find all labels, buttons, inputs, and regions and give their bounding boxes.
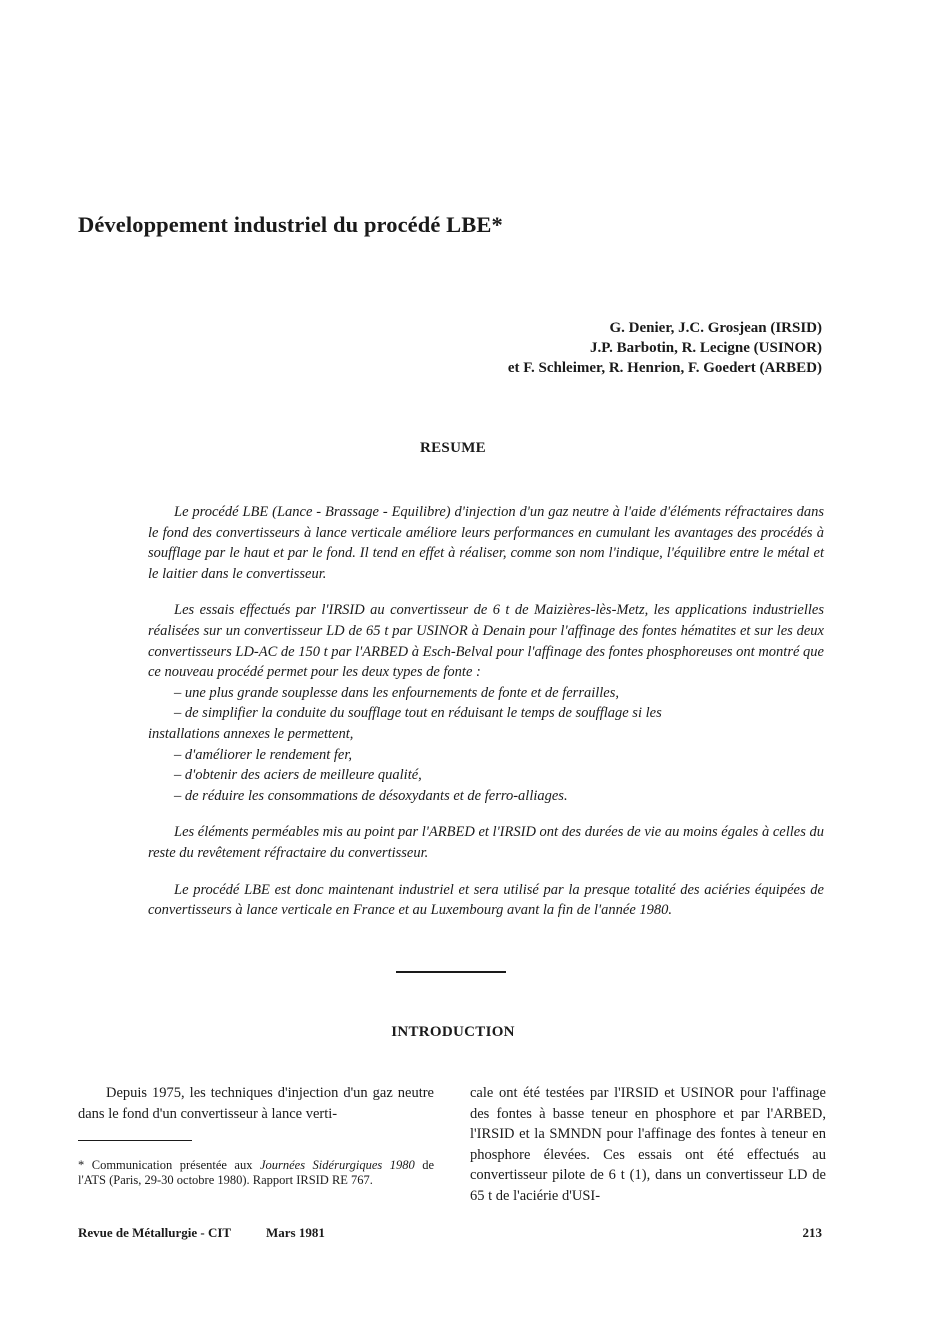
- abstract-paragraph: Les essais effectués par l'IRSID au convertisseur de 6 t de Maizières-lès-Metz, les applications industrielles réalisées sur un convertisseur LD de 65 t par USINOR à Denain pour l'affinage des fontes hématites et sur les deux convertisseurs LD-AC de 150 t par l'ARBED à Esch-Belval pour l'affinage des fontes phosphoreuses ont montré que ce nouveau procédé permet pour les deux types de fonte :: [148, 602, 824, 681]
- right-column: [470, 1083, 826, 1207]
- resume-heading: RESUME: [420, 440, 486, 456]
- footer-journal: Revue de Métallurgie - CIT: [78, 1225, 232, 1240]
- footnote-text: Communication présentée aux: [84, 1158, 260, 1172]
- abstract-paragraph: Le procédé LBE est donc maintenant industriel et sera utilisé par la presque totalité des aciéries équipées de convertisseurs à lance verticale en France et au Luxembourg avant la fin de l'année 1980.: [148, 881, 824, 919]
- abstract-list-item: – de réduire les consommations de désoxydants et de ferro-alliages.: [174, 787, 568, 804]
- page-number: 213: [802, 1225, 822, 1240]
- author-line: et F. Schleimer, R. Henrion, F. Goedert (ARBED): [507, 360, 822, 376]
- abstract-list-item: – de simplifier la conduite du soufflage tout en réduisant le temps de soufflage si les: [174, 705, 662, 722]
- footnote-rule: [78, 1140, 192, 1141]
- author-block: [508, 318, 822, 378]
- abstract-list-item: installations annexes le permettent,: [148, 725, 354, 742]
- abstract-body: [148, 502, 824, 937]
- footnote-emphasis: Journées Sidérurgiques 1980: [259, 1158, 415, 1172]
- introduction-heading: INTRODUCTION: [391, 1024, 515, 1040]
- footnote-text: de l'ATS (Paris, 29-30 octobre 1980). Rapport IRSID RE 767.: [78, 1158, 434, 1187]
- abstract-paragraph: Les éléments perméables mis au point par l'ARBED et l'IRSID ont des durées de vie au moins égales à celles du reste du revêtement réfractaire du convertisseur.: [148, 824, 824, 861]
- paper-title: Développement industriel du procédé LBE*: [78, 212, 503, 237]
- abstract-paragraph: Le procédé LBE (Lance - Brassage - Equilibre) d'injection d'un gaz neutre à l'aide d'éléments réfractaires dans le fond des convertisseurs à lance verticale améliore leurs performances en cumulant les avantages des procédés à soufflage par le haut et par le fond. Il tend en effet à réaliser, comme son nom l'indique, l'équilibre entre le métal et le laitier dans le convertisseur.: [148, 504, 824, 582]
- footnote-marker: *: [78, 1158, 85, 1172]
- author-line: J.P. Barbotin, R. Lecigne (USINOR): [590, 340, 822, 356]
- body-paragraph: Depuis 1975, les techniques d'injection d'un gaz neutre dans le fond d'un convertisseur à lance verti-: [78, 1085, 434, 1122]
- section-divider: [396, 971, 506, 973]
- footnote: [78, 1158, 434, 1188]
- author-line: G. Denier, J.C. Grosjean (IRSID): [609, 320, 822, 336]
- abstract-list-item: – une plus grande souplesse dans les enfournements de fonte et de ferrailles,: [174, 684, 620, 701]
- abstract-list-item: – d'obtenir des aciers de meilleure qualité,: [174, 767, 422, 784]
- footer-date: Mars 1981: [266, 1225, 325, 1240]
- abstract-list-item: – d'améliorer le rendement fer,: [174, 746, 353, 763]
- left-column: [78, 1083, 434, 1124]
- body-paragraph: cale ont été testées par l'IRSID et USINOR pour l'affinage des fontes à basse teneur en phosphore et par l'ARBED, l'IRSID et la SMNDN pour l'affinage des fontes à teneur en phosphore élevées. Ces essais ont été effectués au convertisseur pilote de 6 t (1), dans un convertisseur LD de 65 t de l'aciérie d'USI-: [470, 1085, 826, 1204]
